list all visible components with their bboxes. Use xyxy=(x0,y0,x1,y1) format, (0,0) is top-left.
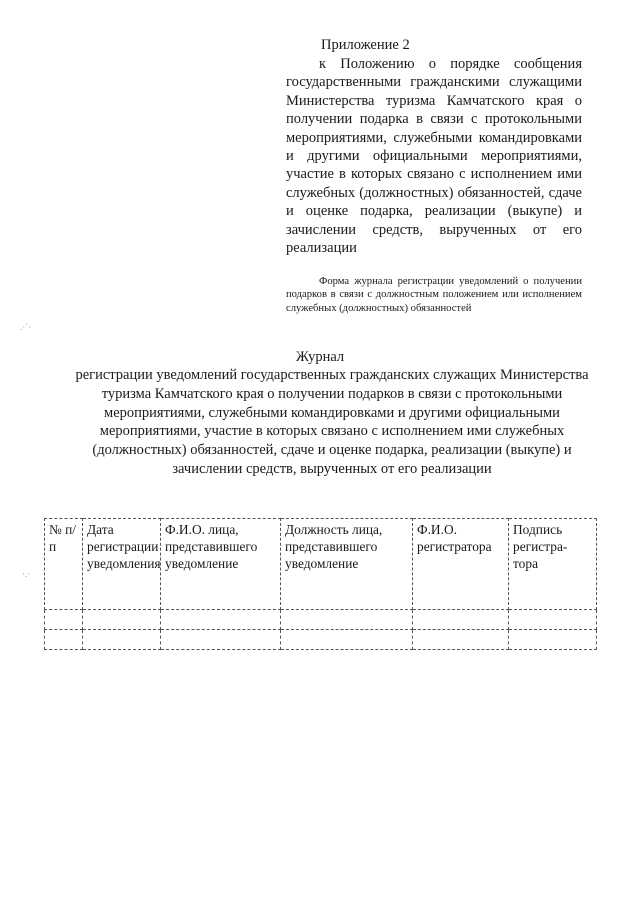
table-cell xyxy=(83,630,161,650)
table-row xyxy=(45,630,597,650)
header-registrar-signature: Подпись регистра-тора xyxy=(509,519,597,610)
table-cell xyxy=(413,610,509,630)
table-cell xyxy=(161,610,281,630)
table-cell xyxy=(509,610,597,630)
table-cell xyxy=(161,630,281,650)
journal-description: регистрации уведомлений государственных гражданских служащих Министерства туризма Камчатского края о получении подарков в связи с протокольными мероприятиями, служебными командировками и другими официальными мероприятиями, участие в которых связано с исполнением ими служебных (должностных) обязанностей, сдаче и оценке подарка, реализации (выкупе) и зачислении средств, вырученных от его реализации xyxy=(75,367,589,477)
header-submitter-name: Ф.И.О. лица, представившего уведомление xyxy=(161,519,281,610)
scan-speck: ·.· xyxy=(22,569,31,579)
scan-speck: .·´· xyxy=(20,322,32,332)
table-cell xyxy=(45,630,83,650)
header-number: № п/п xyxy=(45,519,83,610)
header-submitter-position: Должность лица, представившего уведомление xyxy=(281,519,413,610)
header-registrar-name: Ф.И.О. регистратора xyxy=(413,519,509,610)
annex-title: Приложение 2 xyxy=(321,37,410,53)
table-cell xyxy=(45,610,83,630)
header-registration-date: Дата регистрации уведомления xyxy=(83,519,161,610)
annex-body: к Положению о порядке сообщения государственными гражданскими служащими Министерства туризма Камчатского края о получении подарка в связи с протокольными мероприятиями, служебными командировками и другими официальными мероприятиями, участие в которых связано с исполнением ими служебных (должностных) обязанностей, сдаче и оценке подарка, реализации (выкупе) и зачислении средств, вырученных от его реализации xyxy=(286,56,582,257)
table-cell xyxy=(281,630,413,650)
journal-table xyxy=(44,518,597,650)
table-row xyxy=(45,610,597,630)
table-cell xyxy=(509,630,597,650)
table-header-row xyxy=(45,519,597,610)
table-cell xyxy=(281,610,413,630)
journal-title: Журнал xyxy=(295,349,345,365)
table-cell xyxy=(83,610,161,630)
table-cell xyxy=(413,630,509,650)
form-note: Форма журнала регистрации уведомлений о получении подарков в связи с должностным положением или исполнением служебных (должностных) обязанностей xyxy=(286,276,582,314)
